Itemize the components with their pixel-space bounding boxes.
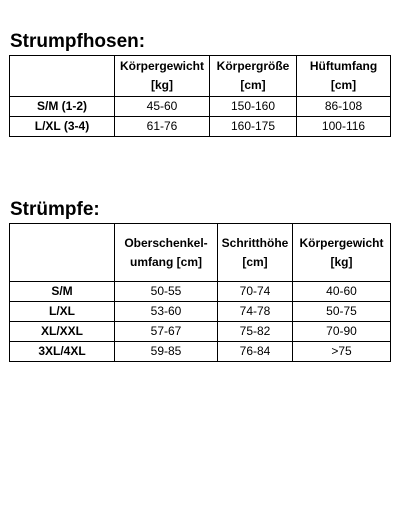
table-row	[10, 282, 391, 302]
size-label: 3XL/4XL	[10, 342, 115, 362]
size-label: L/XL	[10, 302, 115, 322]
column-header: Körpergewicht [kg]	[115, 56, 210, 97]
value-cell: 86-108	[297, 97, 391, 117]
value-cell: 100-116	[297, 117, 391, 137]
value-cell: 50-55	[115, 282, 218, 302]
value-cell: 57-67	[115, 322, 218, 342]
empty-header-cell	[10, 56, 115, 97]
table-row	[10, 97, 391, 117]
value-cell: 70-90	[293, 322, 391, 342]
struempfe-title: Strümpfe:	[10, 199, 100, 220]
table-row	[10, 117, 391, 137]
strumpfhosen-title: Strumpfhosen:	[10, 31, 146, 52]
value-cell: 45-60	[115, 97, 210, 117]
column-header: Oberschenkel- umfang [cm]	[115, 224, 218, 282]
table-header-row	[10, 56, 391, 97]
column-header: Schritthöhe [cm]	[218, 224, 293, 282]
table-row	[10, 342, 391, 362]
struempfe-size-table	[9, 223, 391, 362]
table-row	[10, 322, 391, 342]
value-cell: 76-84	[218, 342, 293, 362]
value-cell: 75-82	[218, 322, 293, 342]
table-row	[10, 302, 391, 322]
size-label: S/M	[10, 282, 115, 302]
value-cell: 74-78	[218, 302, 293, 322]
column-header: Körpergewicht [kg]	[293, 224, 391, 282]
size-label: L/XL (3-4)	[10, 117, 115, 137]
empty-header-cell	[10, 224, 115, 282]
value-cell: 53-60	[115, 302, 218, 322]
value-cell: 70-74	[218, 282, 293, 302]
value-cell: 160-175	[210, 117, 297, 137]
table-header-row	[10, 224, 391, 282]
strumpfhosen-size-table	[9, 55, 391, 137]
value-cell: 40-60	[293, 282, 391, 302]
value-cell: 61-76	[115, 117, 210, 137]
value-cell: >75	[293, 342, 391, 362]
value-cell: 150-160	[210, 97, 297, 117]
column-header: Körpergröße [cm]	[210, 56, 297, 97]
size-label: XL/XXL	[10, 322, 115, 342]
value-cell: 59-85	[115, 342, 218, 362]
size-label: S/M (1-2)	[10, 97, 115, 117]
value-cell: 50-75	[293, 302, 391, 322]
column-header: Hüftumfang [cm]	[297, 56, 391, 97]
